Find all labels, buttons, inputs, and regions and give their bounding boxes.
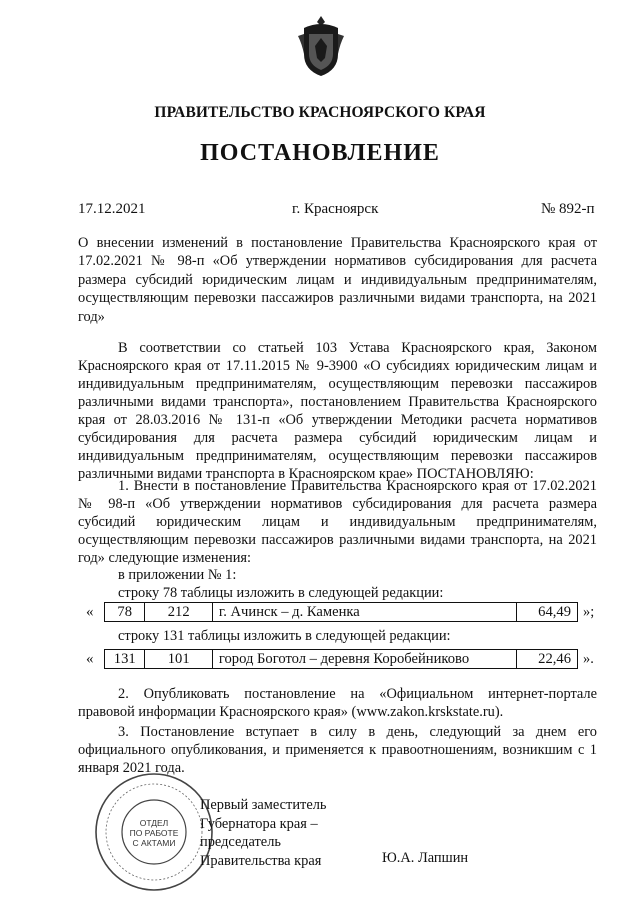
route-name: г. Ачинск – д. Каменка bbox=[212, 603, 516, 622]
signatory-line-2: Губернатора края – bbox=[200, 815, 318, 832]
document-number: № 892-п bbox=[541, 201, 595, 217]
item-1-paragraph: 1. Внести в постановление Правительства Красноярского края от 17.02.2021 № 98-п «Об утверждении нормативов субсидирования для расчета размера субсидий юридическим лицам и индивидуальным предпринимателям, осуществляющим перевозки пассажиров различными видами транспорта, на 2021 год» следующие изменения: bbox=[78, 478, 597, 566]
document-type-title: ПОСТАНОВЛЕНИЕ bbox=[200, 140, 440, 166]
signatory-name: Ю.А. Лапшин bbox=[382, 850, 469, 866]
row-78-intro: строку 78 таблицы изложить в следующей редакции: bbox=[118, 585, 444, 601]
preamble-paragraph: В соответствии со статьей 103 Устава Красноярского края, Законом Красноярского края от 17.11.2015 № 9-3900 «О субсидиях юридическим лицам и индивидуальным предпринимателям, осуществляющим перевозки пассажиров различными видами транспорта», постановлением Правительства Красноярского края от 28.03.2016 № 131-п «Об утверждении Методики расчета нормативов субсидирования для расчета размера субсидий юридическим лицам и индивидуальным предпринимателям, осуществляющим перевозки пассажиров различными видами транспорта в Красноярском крае» ПОСТАНОВЛЯЮ: bbox=[78, 340, 597, 482]
stamp-line-3: С АКТАМИ bbox=[132, 838, 176, 848]
appendix-line: в приложении № 1: bbox=[118, 567, 237, 583]
signatory-position bbox=[200, 796, 326, 870]
row-131-intro: строку 131 таблицы изложить в следующей редакции: bbox=[118, 628, 451, 644]
table-row-78 bbox=[104, 602, 578, 622]
row-131-open-quote: « bbox=[86, 651, 94, 667]
stamp-line-1: ОТДЕЛ bbox=[139, 818, 169, 828]
subsidy-norm-value: 22,46 bbox=[516, 650, 577, 669]
official-stamp bbox=[92, 770, 216, 894]
government-heading: ПРАВИТЕЛЬСТВО КРАСНОЯРСКОГО КРАЯ bbox=[154, 104, 486, 121]
document-subject: О внесении изменений в постановление Правительства Красноярского края от 17.02.2021 № 98-п «Об утверждении нормативов субсидирования для расчета размера субсидий юридическим лицам и индивидуальным предпринимателям, осуществляющим перевозки пассажиров различными видами транспорта, на 2021 год» bbox=[78, 235, 597, 325]
row-131-close-quote: ». bbox=[583, 651, 594, 667]
coat-of-arms-emblem bbox=[298, 14, 344, 78]
signatory-line-4: Правительства края bbox=[200, 852, 322, 869]
row-78-open-quote: « bbox=[86, 604, 94, 620]
route-code: 101 bbox=[145, 650, 212, 669]
stamp-line-2: ПО РАБОТЕ bbox=[129, 828, 179, 838]
row-78-close-quote: »; bbox=[583, 604, 595, 620]
route-name: город Боготол – деревня Коробейниково bbox=[212, 650, 516, 669]
item-2-paragraph: 2. Опубликовать постановление на «Официальном интернет-портале правовой информации Красноярского края» (www.zakon.krskstate.ru). bbox=[78, 686, 597, 720]
signatory-line-1: Первый заместитель bbox=[200, 797, 327, 813]
document-date: 17.12.2021 bbox=[78, 201, 146, 217]
item-3-paragraph: 3. Постановление вступает в силу в день, следующий за днем его официального опубликования, и применяется к правоотношениям, возникшим с 1 января 2021 года. bbox=[78, 724, 597, 776]
row-number: 131 bbox=[105, 650, 145, 669]
document-city: г. Красноярск bbox=[292, 201, 379, 217]
row-number: 78 bbox=[105, 603, 145, 622]
subsidy-norm-value: 64,49 bbox=[516, 603, 577, 622]
route-code: 212 bbox=[145, 603, 212, 622]
table-row-131 bbox=[104, 649, 578, 669]
signatory-line-3: председатель bbox=[200, 834, 281, 851]
